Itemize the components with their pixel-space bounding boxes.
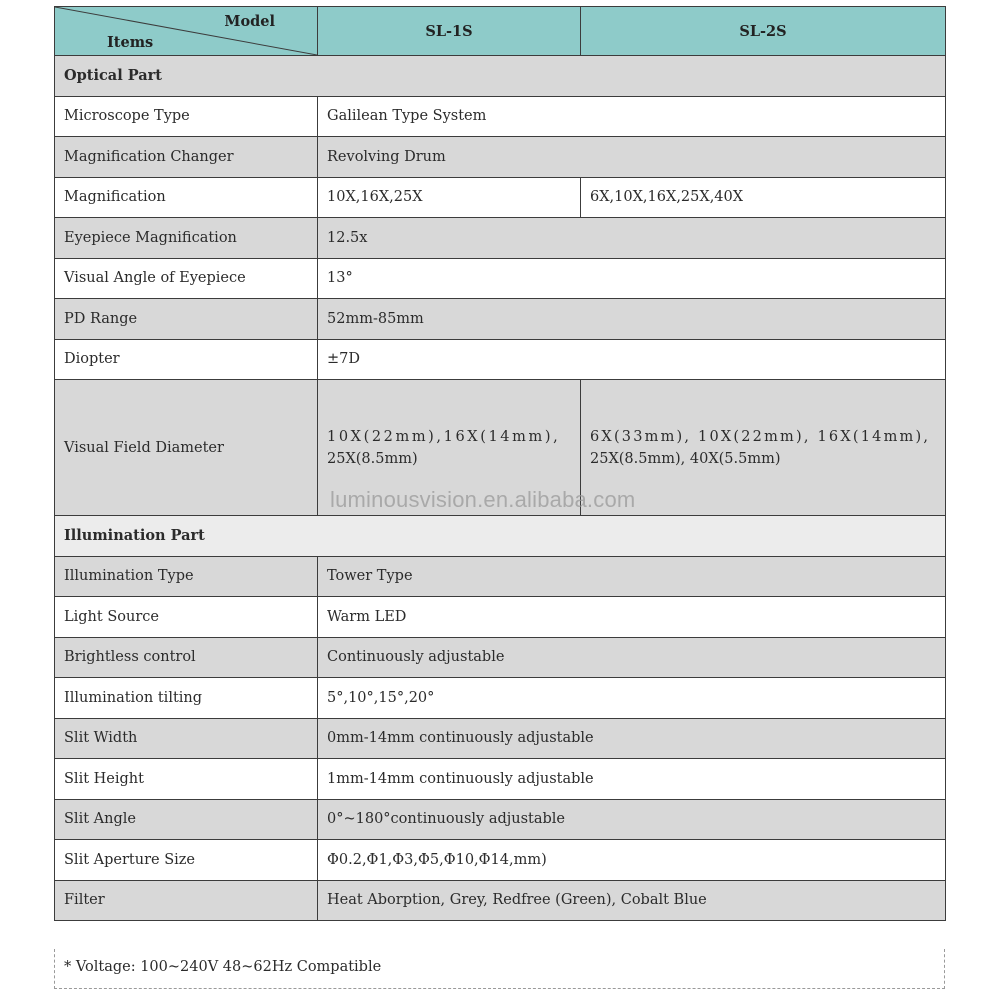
spec-table — [54, 6, 946, 921]
section-optical — [55, 56, 946, 97]
row-value: Galilean Type System — [318, 96, 946, 137]
row-label: Illumination Type — [55, 556, 318, 597]
row-value: 5°,10°,15°,20° — [318, 678, 946, 719]
row-label: Slit Height — [55, 759, 318, 800]
row-value: 52mm-85mm — [318, 299, 946, 340]
section-title: Illumination Part — [55, 516, 946, 557]
row-value: 0°~180°continuously adjustable — [318, 799, 946, 840]
table-row — [55, 637, 946, 678]
row-label: Visual Field Diameter — [55, 380, 318, 516]
row-label: Slit Angle — [55, 799, 318, 840]
value-line: 25X(8.5mm) — [327, 450, 418, 467]
column-header-sl2s: SL-2S — [581, 7, 946, 56]
row-label: Diopter — [55, 339, 318, 380]
row-value: 0mm-14mm continuously adjustable — [318, 718, 946, 759]
table-row — [55, 299, 946, 340]
row-label: Brightless control — [55, 637, 318, 678]
model-label: Model — [224, 13, 275, 30]
row-label: Slit Aperture Size — [55, 840, 318, 881]
section-title: Optical Part — [55, 56, 946, 97]
row-value: 12.5x — [318, 218, 946, 259]
table-row — [55, 339, 946, 380]
row-value-sl1s: 10X,16X,25X — [318, 177, 581, 218]
row-label: Filter — [55, 880, 318, 921]
row-value: Heat Aborption, Grey, Redfree (Green), Cobalt Blue — [318, 880, 946, 921]
row-value: Φ0.2,Φ1,Φ3,Φ5,Φ10,Φ14,mm) — [318, 840, 946, 881]
row-value: Continuously adjustable — [318, 637, 946, 678]
row-label: PD Range — [55, 299, 318, 340]
row-label: Visual Angle of Eyepiece — [55, 258, 318, 299]
row-value: Tower Type — [318, 556, 946, 597]
row-label: Eyepiece Magnification — [55, 218, 318, 259]
table-row — [55, 840, 946, 881]
diagonal-line — [55, 7, 317, 55]
row-value: Revolving Drum — [318, 137, 946, 178]
column-header-sl1s: SL-1S — [318, 7, 581, 56]
row-value-sl2s: 6X,10X,16X,25X,40X — [581, 177, 946, 218]
row-label: Magnification Changer — [55, 137, 318, 178]
row-label: Light Source — [55, 597, 318, 638]
table-row — [55, 597, 946, 638]
row-value: 1mm-14mm continuously adjustable — [318, 759, 946, 800]
section-illumination — [55, 516, 946, 557]
table-row — [55, 218, 946, 259]
header-diagonal-cell — [55, 7, 318, 56]
row-label: Illumination tilting — [55, 678, 318, 719]
row-label: Slit Width — [55, 718, 318, 759]
table-row — [55, 177, 946, 218]
row-value: Warm LED — [318, 597, 946, 638]
table-row — [55, 678, 946, 719]
table-row — [55, 799, 946, 840]
watermark-text: luminousvision.en.alibaba.com — [330, 487, 636, 512]
table-row — [55, 137, 946, 178]
table-row — [55, 556, 946, 597]
value-line: 6X(33mm), 10X(22mm), 16X(14mm), — [590, 428, 931, 445]
table-row — [55, 880, 946, 921]
value-line: 10X(22mm),16X(14mm), — [327, 428, 561, 445]
value-line: 25X(8.5mm), 40X(5.5mm) — [590, 450, 781, 467]
row-label: Microscope Type — [55, 96, 318, 137]
voltage-footnote: * Voltage: 100~240V 48~62Hz Compatible — [54, 949, 945, 989]
table-row — [55, 718, 946, 759]
table-row — [55, 96, 946, 137]
row-value: ±7D — [318, 339, 946, 380]
items-label: Items — [107, 34, 154, 51]
row-value: 13° — [318, 258, 946, 299]
table-row — [55, 258, 946, 299]
row-label: Magnification — [55, 177, 318, 218]
header-row — [55, 7, 946, 56]
table-row — [55, 759, 946, 800]
